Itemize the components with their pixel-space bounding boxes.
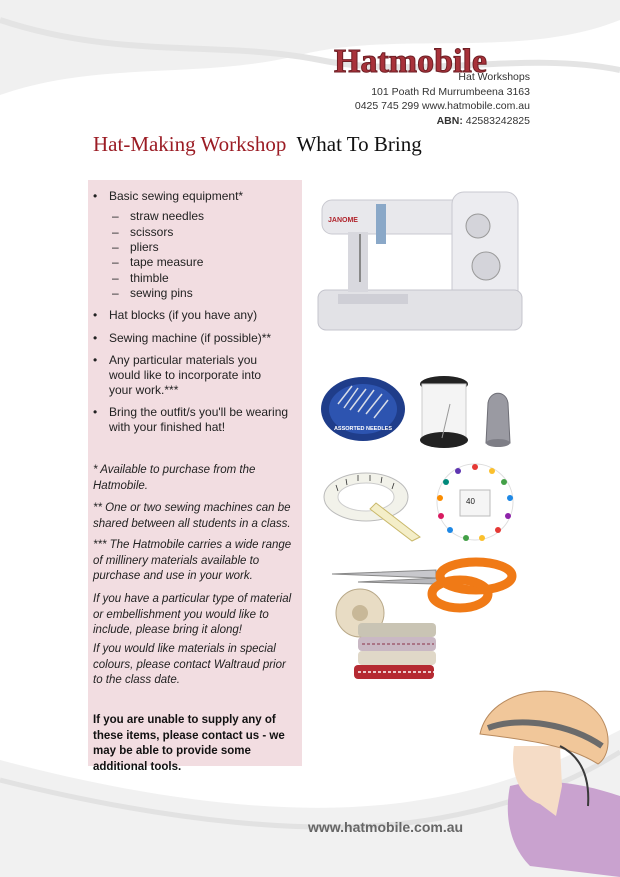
footnote-materials: *** The Hatmobile carries a wide range of millinery materials available to purchase and use in your work. — [93, 539, 292, 582]
needles-tin-image — [318, 374, 408, 444]
bullet-icon: • — [93, 308, 98, 322]
logo-text: Hatmobile — [334, 43, 487, 80]
lady-hat-illustration — [470, 676, 620, 877]
thimble-image — [478, 388, 518, 448]
page-title — [93, 132, 422, 157]
company-address-block — [355, 70, 530, 128]
needles-label: ASSORTED NEEDLES — [333, 426, 393, 432]
title-workshop: Hat-Making Workshop — [93, 132, 287, 156]
ribbon-spools-image — [330, 583, 440, 683]
company-abn — [355, 114, 530, 129]
title-what-to-bring: What To Bring — [296, 132, 422, 156]
note-special-colours: If you would like materials in special colours, please contact Waltraud prior to the class date. — [93, 643, 286, 686]
company-subtitle: Hat Workshops — [458, 71, 530, 83]
note-embellishment: If you have a particular type of material or embellishment you would like to include, please bring it along! — [93, 593, 292, 636]
bullet-icon: • — [93, 405, 98, 419]
company-address: 101 Poath Rd Murrumbeena 3163 — [371, 85, 530, 98]
abn-value: 42583242825 — [465, 114, 530, 127]
sewing-machine-image — [312, 182, 526, 352]
footnote-purchase: * Available to purchase from the Hatmobile. — [93, 464, 256, 492]
company-contact: 0425 745 299 www.hatmobile.com.au — [354, 100, 530, 112]
pins-count: 40 — [466, 497, 475, 506]
footer-website-link[interactable]: www.hatmobile.com.au — [308, 819, 464, 835]
tape-measure-image — [316, 463, 426, 543]
contact-note: If you are unable to supply any of these items, please contact us - we may be able to provide some additional tools. — [93, 714, 285, 773]
abn-label: ABN: — [436, 114, 463, 127]
bullet-icon: • — [93, 331, 98, 345]
bullet-icon: • — [93, 189, 98, 203]
footnote-machines: ** One or two sewing machines can be shared between all students in a class. — [93, 502, 291, 530]
machine-brand: JANOME — [328, 217, 358, 224]
bullet-icon: • — [93, 353, 98, 367]
sewing-pins-image — [432, 462, 518, 542]
thread-spool-image — [414, 374, 474, 452]
